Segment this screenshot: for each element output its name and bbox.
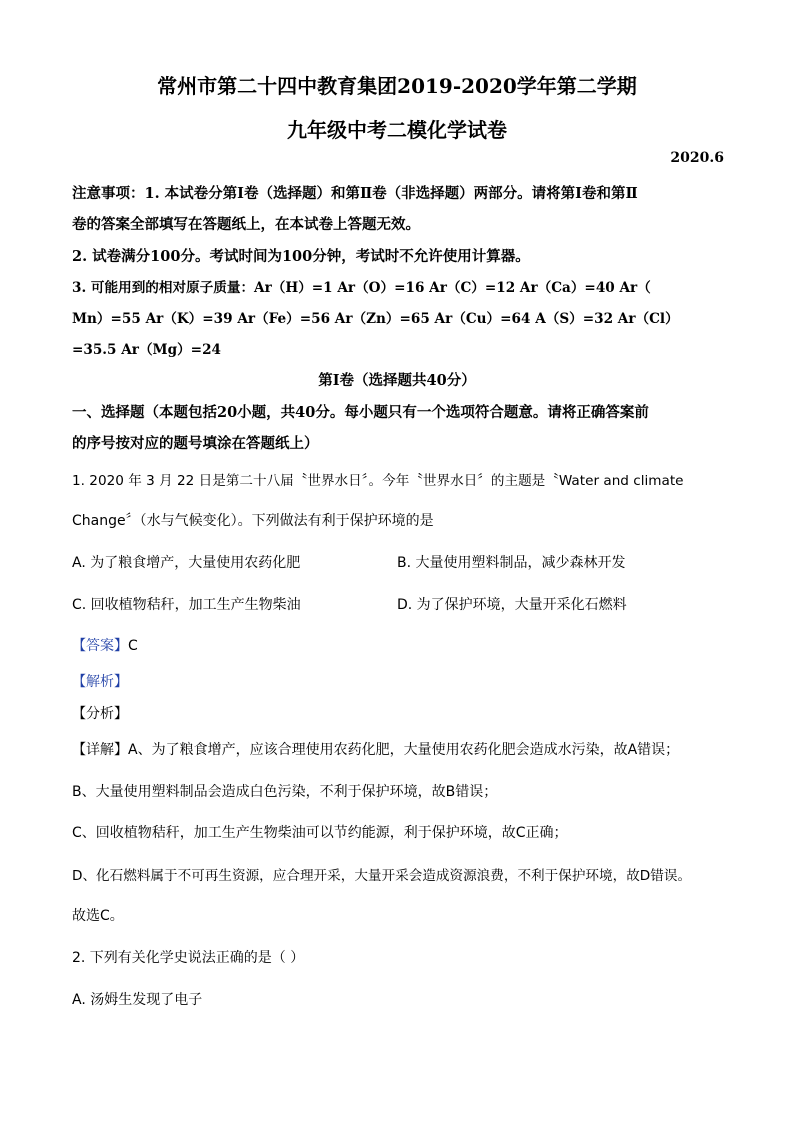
- notes-line-5: Mn）=55 Ar（K）=39 Ar（Fe）=56 Ar（Zn）=65 Ar（Cu）=64 A（S）=32 Ar（Cl）: [72, 311, 679, 327]
- notes-line-4: 3. 可能用到的相对原子质量：Ar（H）=1 Ar（O）=16 Ar（C）=12 Ar（Ca）=40 Ar（: [72, 280, 651, 296]
- question-1-option-a: A. 为了粮食增产，大量使用农药化肥: [72, 555, 301, 571]
- answer-tag: 【答案】: [72, 638, 128, 654]
- section-instructions-1: 一、选择题（本题包括20小题，共40分。每小题只有一个选项符合题意。请将正确答案前: [72, 404, 649, 421]
- section-instructions-2: 的序号按对应的题号填涂在答题纸上）: [72, 435, 319, 452]
- detail-a: A、为了粮食增产，应该合理使用农药化肥，大量使用农药化肥会造成水污染，故A错误；: [128, 742, 680, 758]
- question-1-option-d: D. 为了保护环境，大量开采化石燃料: [397, 597, 627, 613]
- detail-d: D、化石燃料属于不可再生资源，应合理开采，大量开采会造成资源浪费，不利于保护环境，故D错误。: [72, 868, 692, 884]
- question-1-stem-2: Change〞（水与气候变化）。下列做法有利于保护环境的是: [72, 513, 434, 529]
- detail-c: C、回收植物秸秆，加工生产生物柴油可以节约能源，利于保护环境，故C正确；: [72, 825, 568, 841]
- question-1-option-c: C. 回收植物秸秆，加工生产生物柴油: [72, 597, 301, 613]
- detail-tag: 【详解】: [72, 742, 128, 758]
- analysis-tag: 【解析】: [72, 674, 128, 690]
- notes-line-6: =35.5 Ar（Mg）=24: [72, 342, 221, 358]
- question-2-option-a: A. 汤姆生发现了电子: [72, 992, 203, 1008]
- conclusion: 故选C。: [72, 908, 124, 924]
- notes-line-2: 卷的答案全部填写在答题纸上，在本试卷上答题无效。: [72, 216, 420, 233]
- question-2-stem: 2. 下列有关化学史说法正确的是（ ）: [72, 950, 305, 966]
- notes-line-3: 2. 试卷满分100分。考试时间为100分钟，考试时不允许使用计算器。: [72, 248, 530, 265]
- exam-date: 2020.6: [670, 150, 724, 166]
- question-1-option-b: B. 大量使用塑料制品，减少森林开发: [397, 555, 626, 571]
- answer-value: C: [128, 638, 138, 654]
- answer-line: [72, 635, 724, 655]
- exam-title: 常州市第二十四中教育集团2019-2020学年第二学期: [157, 74, 637, 98]
- exam-subtitle: 九年级中考二模化学试卷: [287, 118, 507, 142]
- detail-b: B、大量使用塑料制品会造成白色污染，不利于保护环境，故B错误；: [72, 784, 498, 800]
- notes-line-1: 注意事项：1. 本试卷分第Ⅰ卷（选择题）和第Ⅱ卷（非选择题）两部分。请将第Ⅰ卷和第Ⅱ: [72, 185, 638, 202]
- detail-a-line: [72, 739, 724, 759]
- fenxi-tag: 【分析】: [72, 706, 128, 722]
- section-heading: 第Ⅰ卷（选择题共40分）: [318, 372, 476, 389]
- question-1-stem-1: 1. 2020 年 3 月 22 日是第二十八届〝世界水日〞。今年〝世界水日〞的主题是〝Water and climate: [72, 473, 684, 489]
